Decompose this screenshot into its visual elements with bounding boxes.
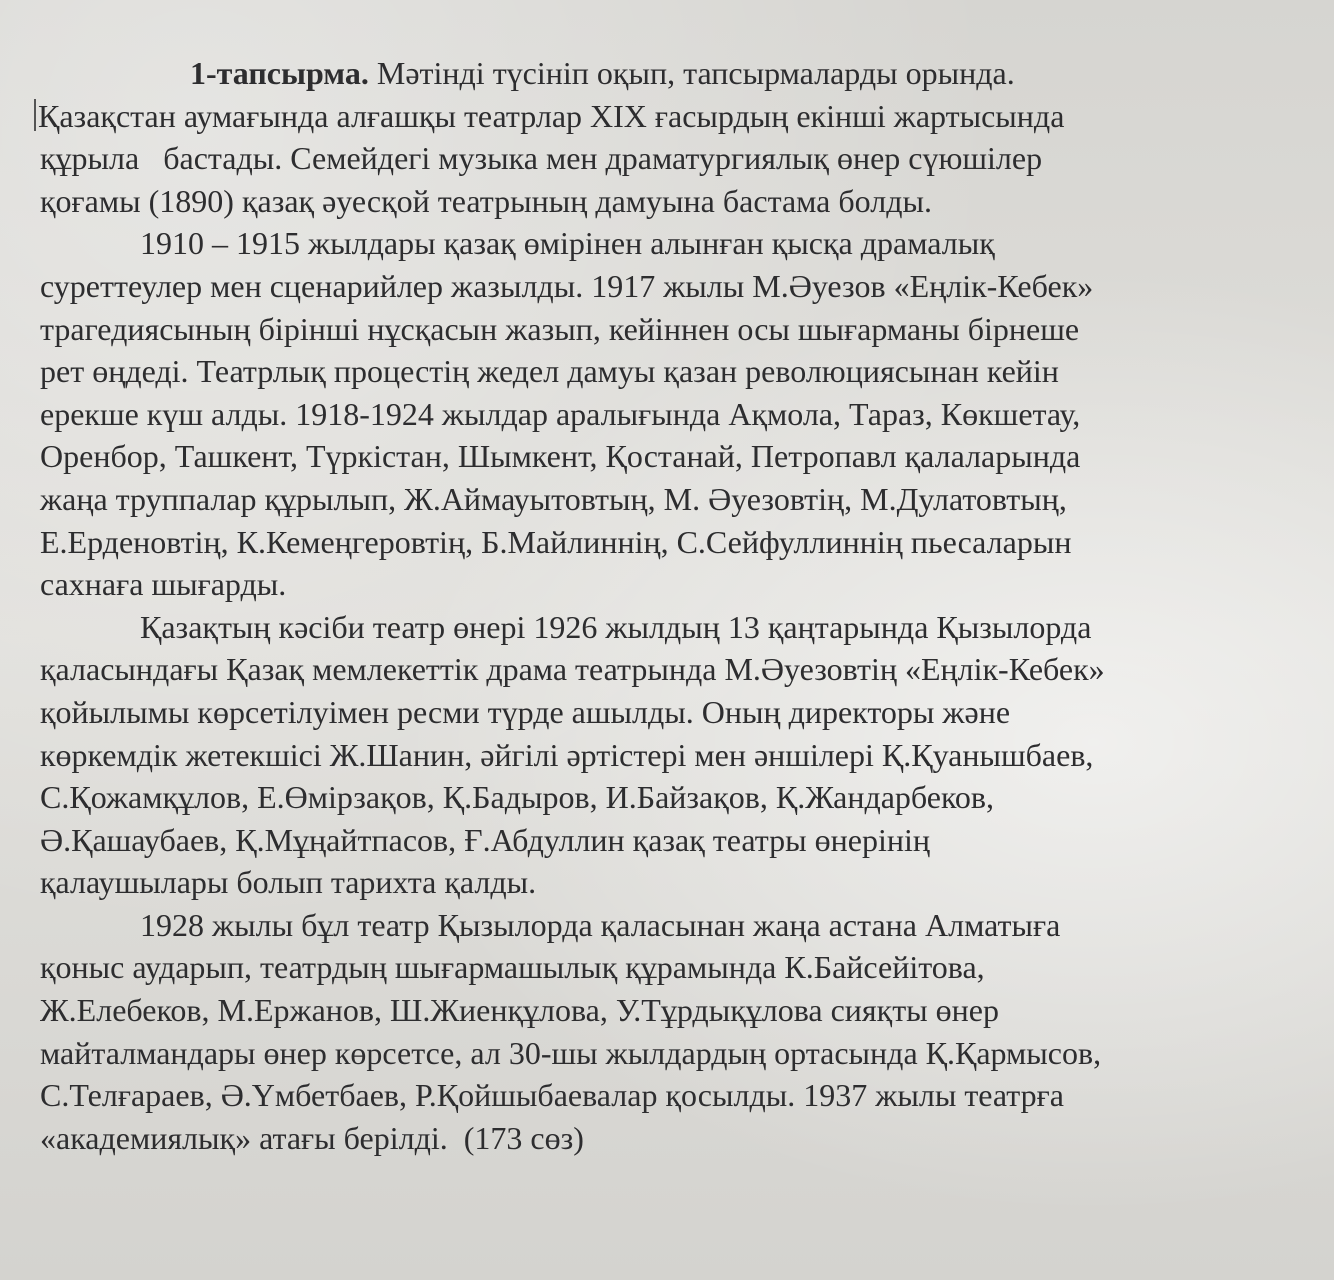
paragraph-line: майталмандары өнер көрсетсе, ал 30-шы жылдардың ортасында Қ.Қармысов, (40, 1034, 1102, 1071)
paragraph-line: трагедиясының бірінші нұсқасын жазып, кейіннен осы шығарманы бірнеше (40, 310, 1080, 347)
paragraph-line: С.Қожамқұлов, Е.Өмірзақов, Қ.Бадыров, И.Байзақов, Қ.Жандарбеков, (40, 779, 995, 816)
paragraph-line: Ж.Елебеков, М.Ержанов, Ш.Жиенқұлова, У.Тұрдықұлова сияқты өнер (40, 992, 999, 1029)
paragraph-line: көркемдік жетекшісі Ж.Шанин, әйгілі әртістері мен әншілері Қ.Қуанышбаев, (40, 736, 1094, 773)
paragraph-line: қойылымы көрсетілуімен ресми түрде ашылды. Оның директоры және (40, 693, 1011, 730)
paragraph-line: Қазақстан аумағында алғашқы театрлар XIX ғасырдың екінші жартысында (40, 95, 1302, 138)
paragraph-line: «академиялық» атағы берілді. (173 сөз) (40, 1119, 584, 1156)
paragraph-line: қоныс аударып, театрдың шығармашылық құрамында К.Байсейітова, (40, 949, 985, 986)
paragraph-2 (40, 222, 1302, 605)
document-text (40, 52, 1302, 1159)
paragraph-line: қоғамы (1890) қазақ әуесқой театрының дамуына бастама болды. (40, 182, 932, 219)
paragraph-line: С.Телғараев, Ә.Үмбетбаев, Р.Қойшыбаевалар қосылды. 1937 жылы театрға (40, 1077, 1064, 1114)
paragraph-line: сахнаға шығарды. (40, 566, 287, 603)
paragraph-line: суреттеулер мен сценарийлер жазылды. 1917 жылы М.Әуезов «Еңлік-Кебек» (40, 267, 1094, 304)
paragraph-line: Қазақтың кәсіби театр өнері 1926 жылдың 13 қаңтарында Қызылорда (140, 608, 1092, 645)
paragraph-1 (40, 95, 1302, 223)
task-instruction: Мәтінді түсініп оқып, тапсырмаларды орында. (376, 55, 1015, 91)
paragraph-line: құрыла бастады. Семейдегі музыка мен драматургиялық өнер сүюшілер (40, 140, 1043, 177)
paragraph-line: қаласындағы Қазақ мемлекеттік драма театрында М.Әуезовтің «Еңлік-Кебек» (40, 651, 1105, 688)
task-heading (40, 52, 1302, 95)
paragraph-line: 1910 – 1915 жылдары қазақ өмірінен алынған қысқа драмалық (140, 225, 995, 262)
task-label: 1-тапсырма. (190, 55, 369, 91)
paragraph-line: қалаушылары болып тарихта қалды. (40, 864, 537, 901)
paragraph-3 (40, 606, 1302, 904)
paragraph-line: Оренбор, Ташкент, Түркістан, Шымкент, Қостанай, Петропавл қалаларында (40, 438, 1081, 475)
paragraph-line: жаңа труппалар құрылып, Ж.Аймауытовтың, М. Әуезовтің, М.Дулатовтың, (40, 480, 1067, 517)
paragraph-line: Ә.Қашаубаев, Қ.Мұңайтпасов, Ғ.Абдуллин қазақ театры өнерінің (40, 821, 930, 858)
paragraph-line: рет өңдеді. Театрлық процестің жедел дамуы қазан революциясынан кейін (40, 353, 1059, 390)
paragraph-line: ерекше күш алды. 1918-1924 жылдар аралығында Ақмола, Тараз, Көкшетау, (40, 395, 1081, 432)
paragraph-line: Е.Ерденовтің, К.Кемеңгеровтің, Б.Майлиннің, С.Сейфуллиннің пьесаларын (40, 523, 1072, 560)
paragraph-line: 1928 жылы бұл театр Қызылорда қаласынан жаңа астана Алматыға (140, 906, 1061, 943)
paragraph-4 (40, 904, 1302, 1160)
text-cursor (34, 99, 36, 131)
